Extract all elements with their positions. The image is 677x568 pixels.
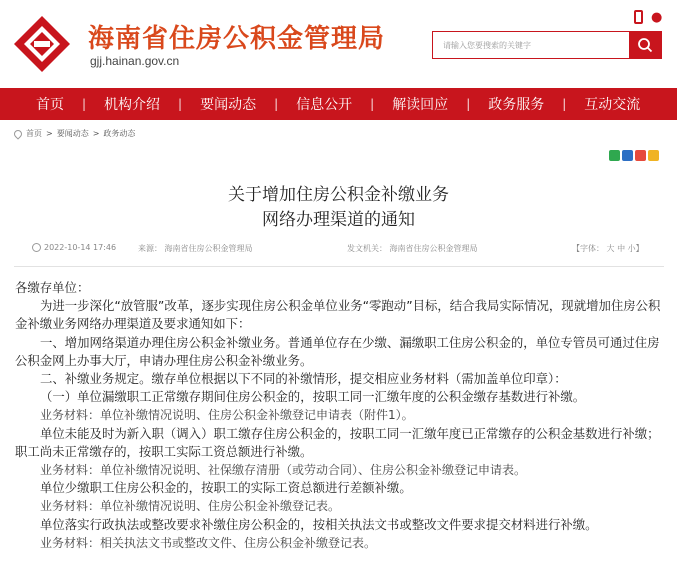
article-title-line2: 网络办理渠道的通知 xyxy=(262,210,415,230)
nav-separator: | xyxy=(178,97,183,111)
search-icon xyxy=(637,37,653,53)
weibo-share-icon[interactable] xyxy=(635,150,646,161)
search-box xyxy=(432,31,662,59)
share-icons xyxy=(609,150,659,161)
font-size-control[interactable]: 【字体： 大 中 小】 xyxy=(572,244,644,253)
paragraph: 单位少缴职工住房公积金的，按职工的实际工资总额进行差额补缴。 xyxy=(40,480,412,496)
nav-item-interpretation[interactable]: 解读回应 xyxy=(392,97,449,113)
breadcrumb xyxy=(14,128,135,139)
nav-separator: | xyxy=(274,97,279,111)
breadcrumb-separator: > xyxy=(92,129,100,138)
mobile-icon[interactable] xyxy=(634,10,643,24)
search-button[interactable] xyxy=(629,32,661,58)
location-icon xyxy=(12,128,23,139)
breadcrumb-news[interactable]: 要闻动态 xyxy=(56,129,89,138)
paragraph: （一）单位漏缴职工正常缴存期间住房公积金的，按职工同一汇缴年度的公积金缴存基数进行补缴。 xyxy=(40,389,586,405)
site-header xyxy=(0,0,677,88)
main-nav xyxy=(0,88,677,120)
paragraph: 业务材料：单位补缴情况说明、住房公积金补缴登记申请表（附件1）。 xyxy=(40,408,414,423)
logo-icon[interactable] xyxy=(12,14,72,74)
paragraph: 单位未能及时为新入职（调入）职工缴存住房公积金的，按职工同一汇缴年度已正常缴存的公积金基数进行补缴；职工尚未正常缴存的，按职工实际工资总额进行补缴。 xyxy=(15,425,660,459)
paragraph: 业务材料：单位补缴情况说明、住房公积金补缴登记表。 xyxy=(40,499,341,514)
people-share-icon[interactable] xyxy=(622,150,633,161)
nav-item-about[interactable]: 机构介绍 xyxy=(104,97,161,113)
qzone-share-icon[interactable] xyxy=(648,150,659,161)
article-source: 来源： 海南省住房公积金管理局 xyxy=(138,244,253,253)
paragraph: 各缴存单位： xyxy=(15,280,90,295)
breadcrumb-separator: > xyxy=(46,129,53,138)
paragraph: 业务材料：单位补缴情况说明、社保缴存清册（或劳动合同）、住房公积金补缴登记申请表。 xyxy=(40,463,527,478)
nav-separator: | xyxy=(466,97,471,111)
nav-separator: | xyxy=(370,97,375,111)
paragraph: 为进一步深化“放管服”改革，逐步实现住房公积金单位业务“零跑动”目标，结合我局实际情况，现就增加住房公积金补缴业务网络办理渠道及要求通知如下： xyxy=(15,298,661,332)
divider xyxy=(14,266,664,267)
top-icons xyxy=(634,10,663,26)
site-url: gjj.hainan.gov.cn xyxy=(90,54,180,68)
nav-separator: | xyxy=(82,97,87,111)
paragraph: 一、增加网络渠道办理住房公积金补缴业务。普通单位存在少缴、漏缴职工住房公积金的，单位专管员可通过住房公积金网上办事大厅，申请办理住房公积金补缴业务。 xyxy=(15,334,660,368)
nav-item-disclosure[interactable]: 信息公开 xyxy=(296,97,353,113)
paragraph: 单位落实行政执法或整改要求补缴住房公积金的，按相关执法文书或整改文件要求提交材料进行补缴。 xyxy=(40,516,598,532)
article-date xyxy=(32,243,116,252)
article-title-line1: 关于增加住房公积金补缴业务 xyxy=(228,185,449,205)
date-text: 2022-10-14 17:46 xyxy=(44,243,117,252)
wechat-icon[interactable]: ● xyxy=(651,10,663,25)
breadcrumb-home[interactable]: 首页 xyxy=(26,129,42,138)
site-title[interactable]: 海南省住房公积金管理局 xyxy=(88,24,386,54)
article-content xyxy=(15,279,665,552)
nav-item-interaction[interactable]: 互动交流 xyxy=(584,97,641,113)
nav-item-news[interactable]: 要闻动态 xyxy=(200,97,257,113)
nav-item-services[interactable]: 政务服务 xyxy=(488,97,545,113)
article-publisher: 发文机关： 海南省住房公积金管理局 xyxy=(347,244,478,253)
search-input[interactable] xyxy=(433,32,629,58)
breadcrumb-current[interactable]: 政务动态 xyxy=(103,129,136,138)
paragraph: 业务材料：相关执法文书或整改文件、住房公积金补缴登记表。 xyxy=(40,535,377,550)
nav-item-home[interactable]: 首页 xyxy=(36,97,64,113)
clock-icon xyxy=(32,243,41,252)
wechat-share-icon[interactable] xyxy=(609,150,620,161)
nav-separator: | xyxy=(562,97,567,111)
paragraph: 二、补缴业务规定。缴存单位根据以下不同的补缴情形，提交相应业务材料（需加盖单位印章）： xyxy=(40,371,567,387)
